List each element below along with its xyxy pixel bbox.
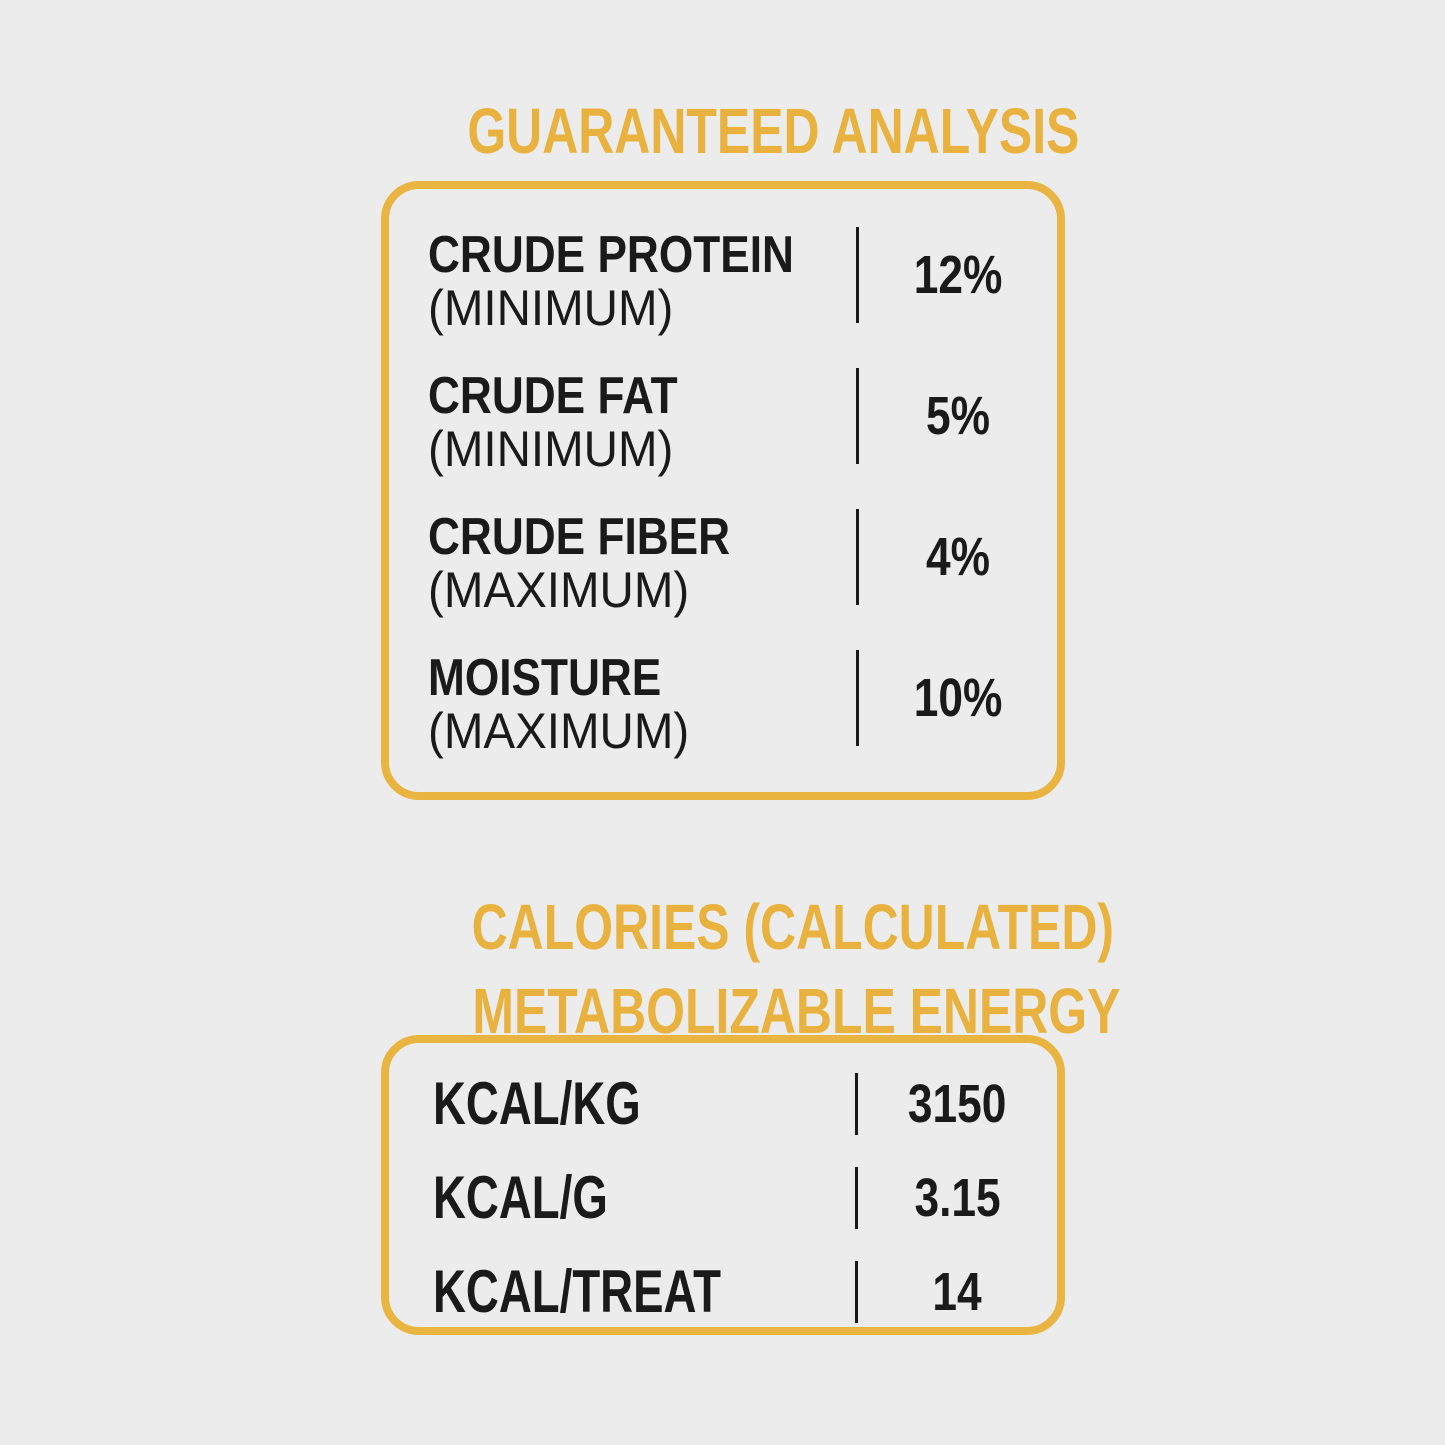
calories-metric-value: 14 (932, 1262, 983, 1322)
calories-metric-value: 3150 (908, 1074, 1007, 1134)
analysis-row-crude-fat (428, 367, 1057, 477)
nutrient-qualifier: (MAXIMUM) (428, 703, 690, 759)
calories-title-line2: METABOLIZABLE ENERGY (472, 975, 1121, 1047)
calories-row-kcal-kg (433, 1070, 1057, 1137)
calories-metric-name: KCAL/G (433, 1164, 608, 1231)
calories-title (381, 885, 1121, 1053)
nutrient-label (428, 367, 856, 477)
nutrient-label (428, 226, 856, 336)
nutrient-value: 12% (913, 245, 1003, 305)
calories-row-kcal-treat (433, 1258, 1057, 1325)
analysis-row-moisture (428, 649, 1057, 759)
nutrient-name: CRUDE FIBER (428, 508, 731, 566)
guaranteed-analysis-title (381, 89, 1080, 173)
nutrient-name: CRUDE PROTEIN (428, 226, 794, 284)
nutrient-name: MOISTURE (428, 649, 662, 707)
nutrient-value: 5% (925, 386, 990, 446)
calories-title-line1: CALORIES (CALCULATED) (471, 891, 1115, 963)
nutrient-qualifier: (MINIMUM) (428, 280, 674, 336)
nutrient-qualifier: (MAXIMUM) (428, 562, 690, 618)
analysis-row-crude-protein (428, 226, 1057, 336)
nutrient-label (428, 508, 856, 618)
nutrient-label (428, 649, 856, 759)
calories-metric-value: 3.15 (914, 1168, 1001, 1228)
calories-metric-name: KCAL/TREAT (433, 1258, 721, 1325)
nutrient-name: CRUDE FAT (428, 367, 678, 425)
calories-panel (381, 1035, 1065, 1335)
guaranteed-analysis-title-text: GUARANTEED ANALYSIS (467, 95, 1080, 167)
nutrient-qualifier: (MINIMUM) (428, 421, 674, 477)
nutrient-value: 4% (925, 527, 990, 587)
analysis-row-crude-fiber (428, 508, 1057, 618)
guaranteed-analysis-panel (381, 181, 1065, 800)
calories-metric-name: KCAL/KG (433, 1070, 641, 1137)
calories-row-kcal-g (433, 1164, 1057, 1231)
nutrient-value: 10% (913, 668, 1003, 728)
